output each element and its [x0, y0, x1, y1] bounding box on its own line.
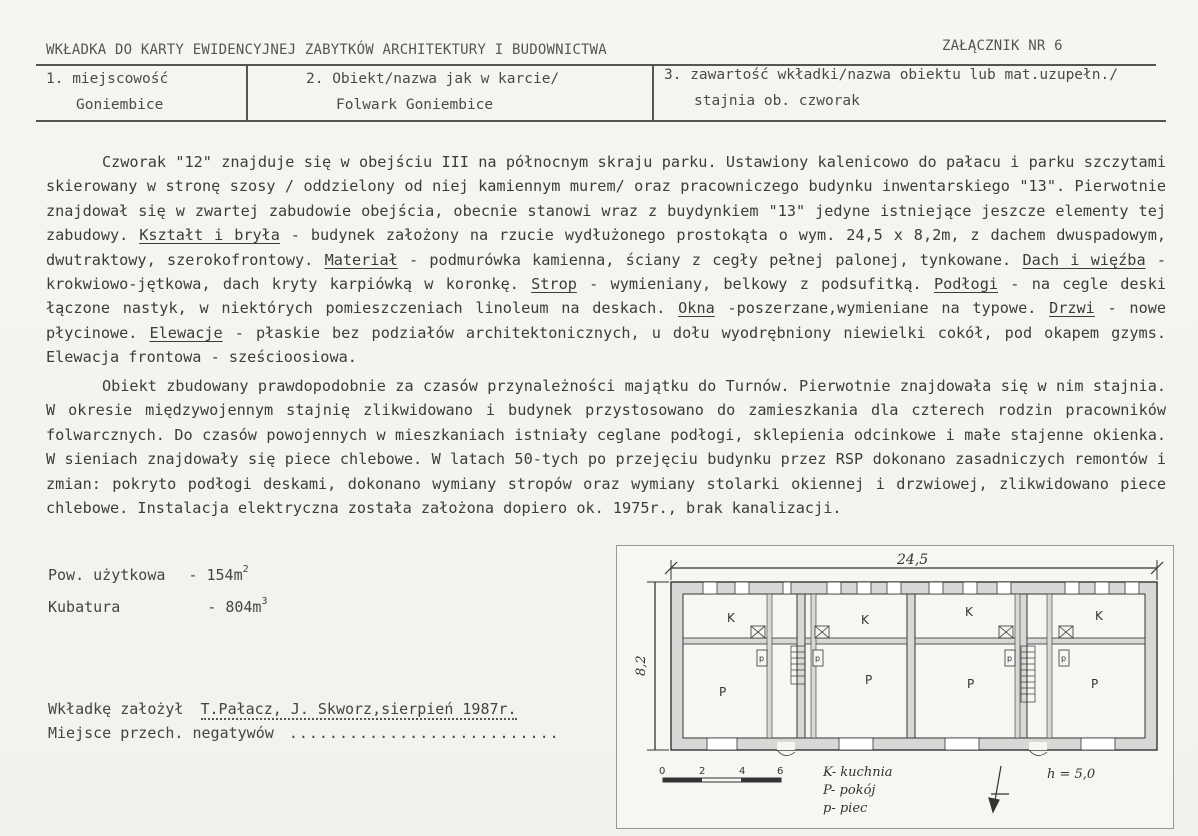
room-p-3: P [967, 677, 975, 691]
north-arrow-icon [989, 766, 1009, 812]
legend-room: P- pokój [823, 783, 876, 798]
keyword-ceiling: Strop [531, 275, 577, 294]
text-doors: - nowe płycinowe. [46, 299, 1166, 342]
volume-label: Kubatura [48, 598, 121, 616]
field-content-label: 3. zawartość wkładki/nazwa obiektu lub mat.uzupełn./ [664, 67, 1118, 83]
negatives-value: ........................... [288, 724, 560, 742]
keyword-windows: Okna [678, 299, 715, 318]
usable-area [48, 566, 249, 584]
paragraph-1-intro: Czworak "12" znajduje się w obejściu III na północnym skraju parku. Ustawiony kalenicowo do pałacu i parku szczytami skierowany w stronę szosy / oddzielony od niej kamiennym murem/ oraz pracowniczego budynku inwentarskiego "13". Pierwotnie znajdował się w zwartej zabudowie obejścia, obecnie stanowi wraz z buydynkiem "13" jedyne istniejące jeszcze elementy tej zabudowy. [46, 153, 1166, 245]
author-label: Wkładkę założył [48, 700, 184, 718]
attachment-number: ZAŁĄCZNIK NR 6 [942, 38, 1063, 54]
room-k-3: K [965, 605, 973, 619]
author-value: T.Pałacz, J. Skworz,sierpień 1987r. [200, 700, 517, 718]
text-elevations: - płaskie bez podziałów architektonicznych, u dołu wyodrębniony niewielki cokół, pod okapem gzyms. Elewacja frontowa - sześcioosiowa. [46, 323, 1166, 367]
paragraph-1 [46, 150, 1166, 370]
legend-kitchen: K- kuchnia [823, 765, 893, 780]
text-windows: -poszerzane,wymieniane na typowe. [714, 299, 1037, 318]
text-ceiling: - wymieniany, belkowy z podsufitką. [576, 275, 922, 294]
paragraph-2: Obiekt zbudowany prawdopodobnie za czasów przynależności majątku do Turnów. Pierwotnie znajdowała się w nim stajnia. W okresie międzywojennym stajnię zlikwidowano i budynek przystosowano do zamieszkania dla czterech rodzin pracowników folwarcznych. Do czasów powojennych w mieszkaniach istniały ceglane podłogi, sklepienia odcinkowe i małe stajenne okienka. W sieniach znajdowały się piece chlebowe. W latach 50-tych po przejęciu budynku przez RSP dokonano zasadniczych remontów i zmian: pokryto podłogi deskami, dokonano wymiany stropów oraz wymiany stolarki okiennej i drzwiowej, zlikwidowano piece chlebowe. Instalacja elektryczna została założona dopiero ok. 1975r., brak kanalizacji. [46, 377, 1166, 518]
description-text [46, 150, 1166, 370]
author-line [48, 700, 517, 718]
oven-label-3: p [1007, 654, 1013, 663]
room-k-2: K [861, 613, 869, 627]
usable-area-value: - 154m [188, 566, 243, 584]
usable-area-label: Pow. użytkowa [48, 566, 166, 584]
volume-value: - 804m [207, 598, 262, 616]
room-k-4: K [1095, 609, 1103, 623]
keyword-material: Materiał [324, 250, 398, 269]
text-material: - podmurówka kamienna, ściany z cegły pełnej palonej, tynkowane. [397, 250, 1012, 269]
room-p-1: P [719, 685, 727, 699]
scale-2: 2 [699, 766, 706, 777]
scale-0: 0 [659, 766, 666, 777]
oven-label-1: p [759, 654, 765, 663]
scale-6: 6 [777, 766, 784, 777]
room-k-1: K [727, 611, 735, 625]
keyword-floors: Podłogi [933, 275, 998, 294]
text-floors: - na cegle deski łączone nastyk, w niektórych pomieszczeniach linoleum na deskach. [46, 275, 1166, 318]
floor-plan-drawing [617, 546, 1173, 828]
oven-label-2: p [815, 654, 821, 663]
negatives-label: Miejsce przech. negatywów [48, 724, 274, 742]
field-divider-2 [652, 64, 654, 120]
keyword-doors: Drzwi [1049, 299, 1095, 318]
volume-exponent: 3 [261, 596, 268, 607]
usable-area-exponent: 2 [242, 564, 249, 575]
plan-height: h = 5,0 [1047, 767, 1096, 782]
keyword-shape: Kształt i bryła [139, 226, 280, 245]
field-object-value: Folwark Goniembice [336, 97, 494, 113]
room-p-4: P [1091, 677, 1099, 691]
plan-depth-dim: 8,2 [634, 655, 649, 676]
field-locality-label: 1. miejscowość [46, 71, 169, 87]
form-title: WKŁADKA DO KARTY EWIDENCYJNEJ ZABYTKÓW ARCHITEKTURY I BUDOWNICTWA [46, 42, 607, 58]
room-p-2: P [865, 673, 873, 687]
legend-oven: p- piec [823, 801, 868, 816]
field-locality-value: Goniembice [76, 97, 164, 113]
keyword-roof: Dach i więźba [1022, 250, 1146, 269]
oven-label-4: p [1061, 654, 1067, 663]
negatives-line [48, 724, 560, 742]
header-rule-bottom [36, 120, 1166, 122]
plan-width-dim: 24,5 [897, 552, 929, 568]
keyword-elevations: Elewacje [149, 323, 223, 342]
scale-4: 4 [739, 766, 746, 777]
field-divider-1 [246, 64, 248, 120]
floor-plan-photo [616, 545, 1174, 829]
volume [48, 598, 268, 616]
field-object-label: 2. Obiekt/nazwa jak w karcie/ [306, 71, 560, 87]
field-content-value: stajnia ob. czworak [694, 93, 860, 109]
text-roof: - krokwiowo-jętkowa, dach kryty karpiówką w koronkę. [46, 250, 1167, 294]
text-shape: - budynek założony na rzucie wydłużonego prostokąta o wym. 24,5 x 8,2m, z dachem dwuspadowym, dwutraktowy, szerokofrontowy. [46, 226, 1166, 269]
